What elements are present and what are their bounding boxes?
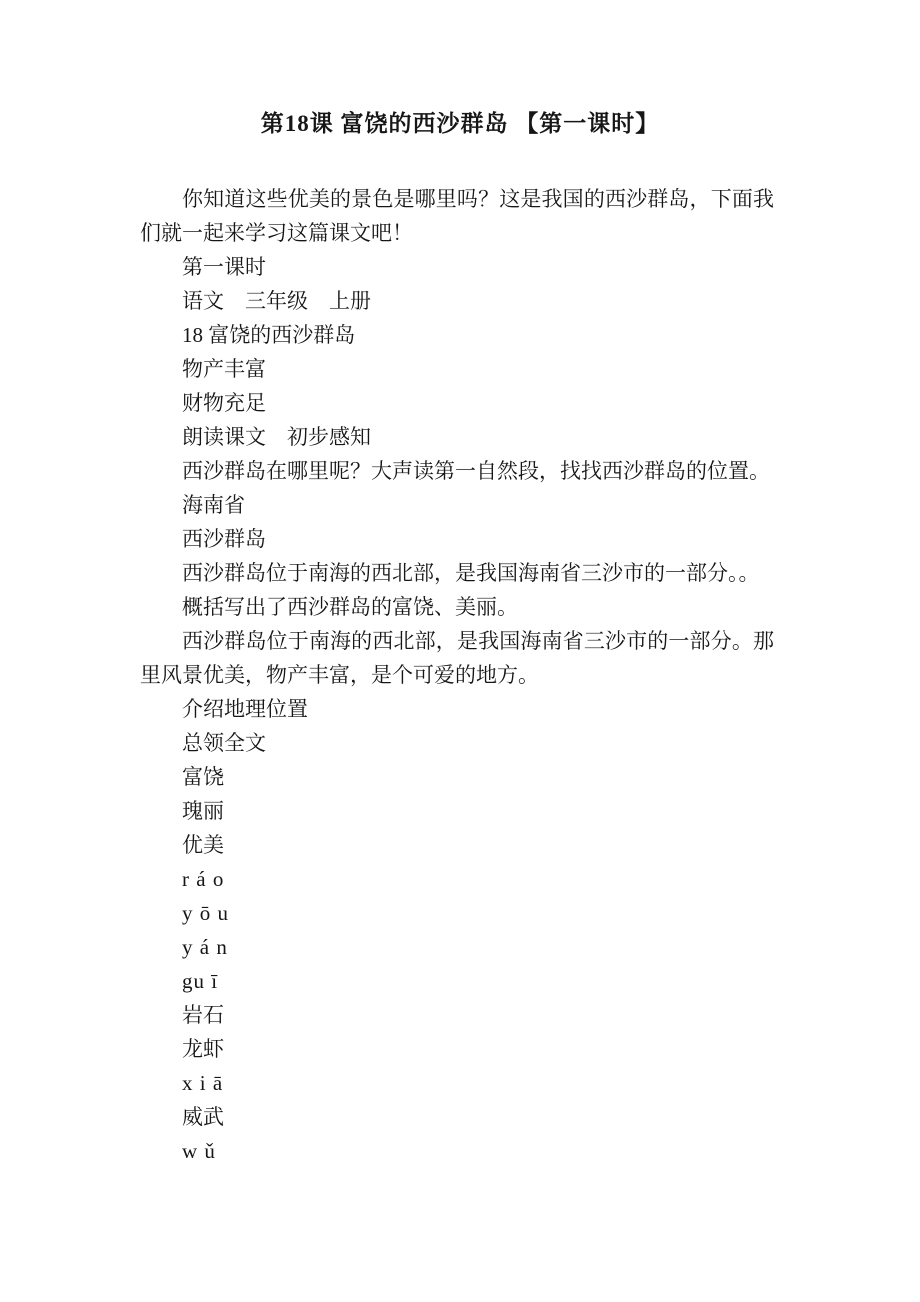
doc-line-note: 介绍地理位置 (182, 697, 308, 721)
doc-line-word: 瑰丽 (182, 799, 224, 823)
doc-line-pinyin: y á n (182, 935, 228, 959)
doc-line-pinyin: r á o (182, 867, 225, 891)
doc-line-lesson-period: 第一课时 (182, 255, 266, 279)
document-body (140, 182, 774, 1168)
doc-line-subject-grade: 语文 三年级 上册 (182, 289, 371, 313)
doc-line-note: 总领全文 (182, 731, 266, 755)
doc-paragraph-intro: 你知道这些优美的景色是哪里吗？这是我国的西沙群岛，下面我们就一起来学习这篇课文吧！ (140, 187, 774, 245)
doc-line-word: 优美 (182, 833, 224, 857)
doc-line-pinyin: w ǔ (182, 1139, 216, 1163)
doc-line-word: 财物充足 (182, 391, 266, 415)
doc-line-sentence: 概括写出了西沙群岛的富饶、美丽。 (182, 595, 518, 619)
doc-line-word: 西沙群岛 (182, 527, 266, 551)
doc-line-question: 西沙群岛在哪里呢？大声读第一自然段，找找西沙群岛的位置。 (182, 459, 770, 483)
doc-line-section-heading: 朗读课文 初步感知 (182, 425, 371, 449)
document-title: 第18课 富饶的西沙群岛 【第一课时】 (260, 111, 660, 136)
doc-line-word: 富饶 (182, 765, 224, 789)
doc-line-pinyin: x i ā (182, 1071, 224, 1095)
doc-line-pinyin: gu ī (182, 969, 219, 993)
doc-line-word: 物产丰富 (182, 357, 266, 381)
doc-line-word: 海南省 (182, 493, 245, 517)
doc-line-word: 龙虾 (182, 1037, 224, 1061)
doc-line-lesson-title: 18 富饶的西沙群岛 (182, 323, 356, 347)
doc-line-pinyin: y ō u (182, 901, 229, 925)
doc-line-word: 岩石 (182, 1003, 224, 1027)
doc-line-sentence: 西沙群岛位于南海的西北部，是我国海南省三沙市的一部分。。 (182, 561, 760, 585)
doc-line-word: 威武 (182, 1105, 224, 1129)
doc-paragraph-passage: 西沙群岛位于南海的西北部，是我国海南省三沙市的一部分。那里风景优美，物产丰富，是个可爱的地方。 (140, 629, 774, 687)
